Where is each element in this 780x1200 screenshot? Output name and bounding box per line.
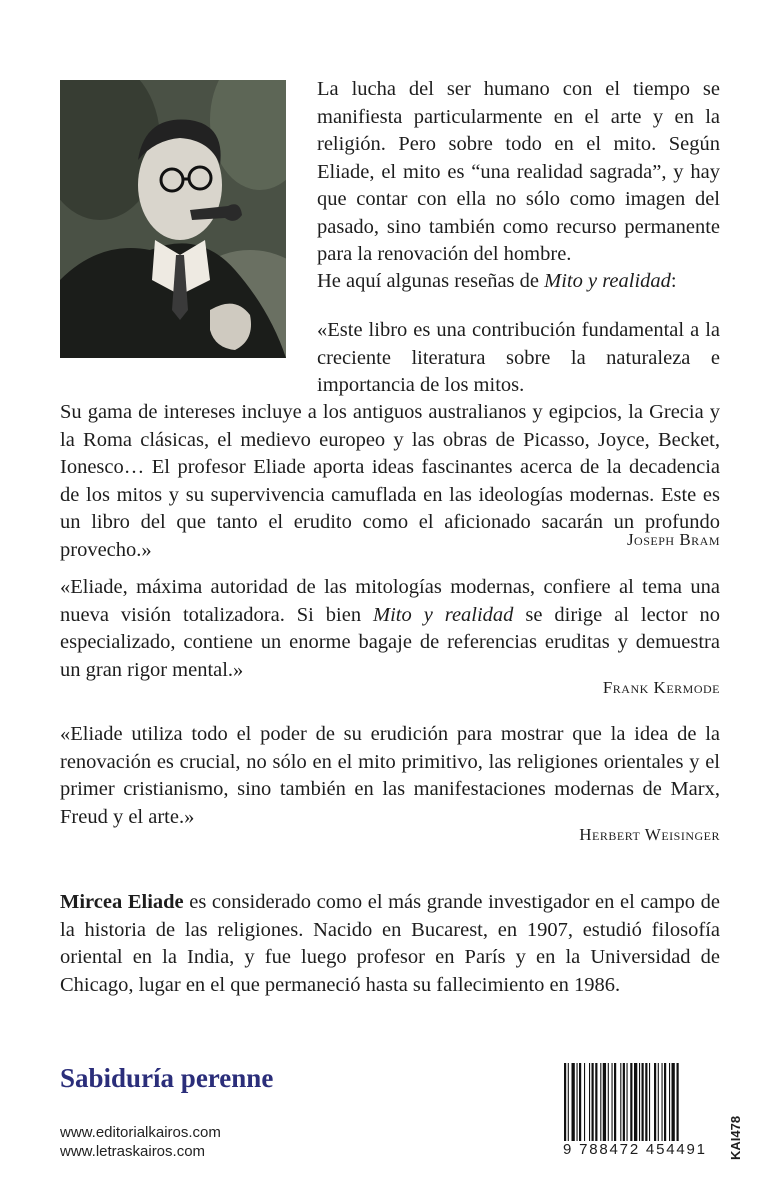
author-bio: Mircea Eliade es considerado como el más grande investigador en el campo de la historia de las religiones. Nacido en Bucarest, en 1907, estudió filosofía oriental en la India, y fue luego profesor en París y en la Universidad de Chicago, lugar en el que permaneció hasta su fallecimiento en 1986.	[60, 891, 720, 996]
review-1-top: «Este libro es una contribución fundamental a la creciente literatura sobre la naturaleza e importancia de los mitos.	[317, 319, 720, 396]
website-1[interactable]: www.editorialkairos.com	[60, 1124, 221, 1141]
review-2-author: Frank Kermode	[602, 678, 720, 697]
intro-paragraph: La lucha del ser humano con el tiempo se manifiesta particularmente en el arte y en la religión. Pero sobre todo en el mito. Según Eliade, el mito es “una realidad sagrada”, y hay que contar con ella no sólo como imagen del pasado, sino también como recurso permanente para la renovación del hombre.	[317, 78, 720, 265]
review-3-author: Herbert Weisinger	[579, 825, 720, 844]
isbn-number: 9 788472 454491	[563, 1141, 725, 1158]
review-2: «Eliade, máxima autoridad de las mitologías modernas, confiere al tema una nueva visión totalizadora. Si bien Mito y realidad se dirige al lector no especializado, contiene un enorme bagaje de referencias eruditas y demuestra un gran rigor mental.»	[60, 576, 720, 681]
author-photo	[60, 80, 286, 358]
collection-title: Sabiduría perenne	[60, 1063, 274, 1093]
review-1-rest: Su gama de intereses incluye a los antiguos australianos y egipcios, la Grecia y la Roma clásicas, el medievo europeo y las obras de Picasso, Joyce, Becket, Ionesco… El profesor Eliade aporta ideas fascinantes acerca de la decadencia de los mitos y su supervivencia camuflada en las ideologías modernas. Este es un libro del que tanto el erudito como el aficionado sacarán un profundo provecho.»	[60, 401, 720, 561]
website-2[interactable]: www.letraskairos.com	[60, 1143, 206, 1160]
review-3: «Eliade utiliza todo el poder de su erudición para mostrar que la idea de la renovación es crucial, no sólo en el mito primitivo, las religiones orientales y el primer cristianismo, sino también en las manifestaciones modernas de Marx, Freud y el arte.»	[60, 723, 720, 828]
reviews-intro: He aquí algunas reseñas de Mito y realidad:	[317, 270, 677, 292]
product-code: KAI478	[728, 1115, 743, 1160]
review-1-author: Joseph Bram	[626, 530, 720, 549]
